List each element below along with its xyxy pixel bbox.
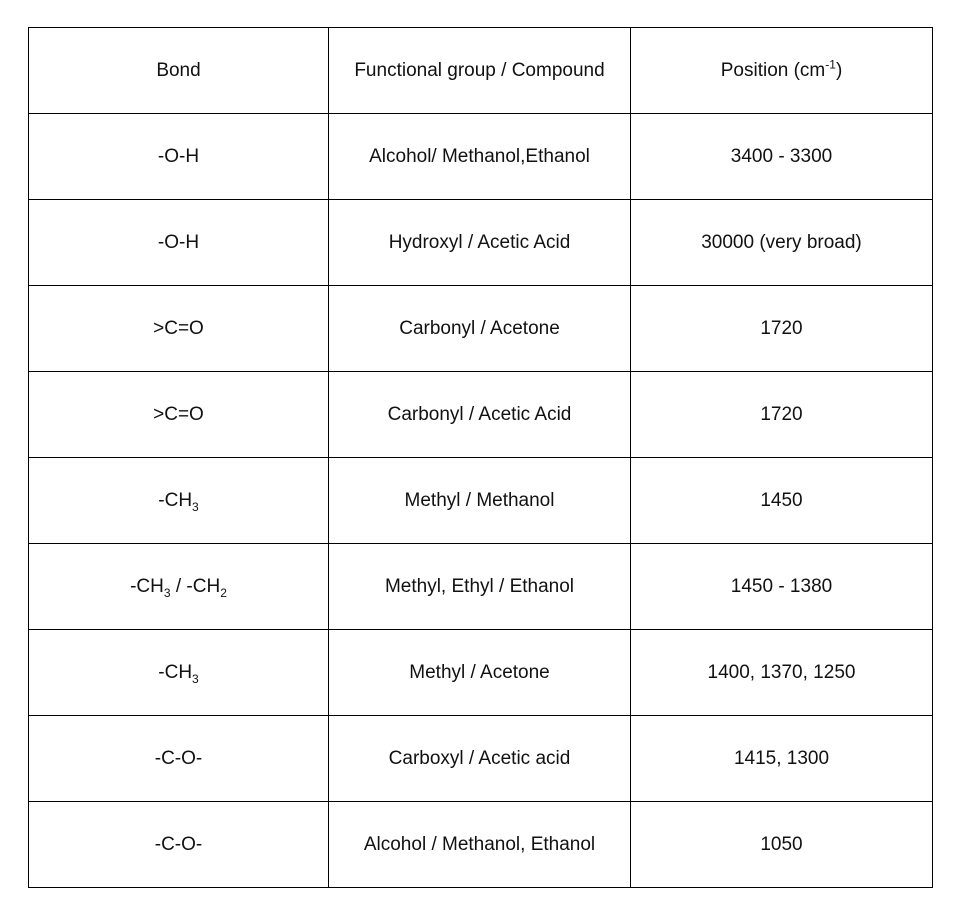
cell-position: 1450 - 1380 <box>631 544 933 630</box>
cell-position: 30000 (very broad) <box>631 200 933 286</box>
table-row <box>29 716 933 802</box>
cell-bond <box>29 372 329 458</box>
table-row <box>29 630 933 716</box>
table-body <box>29 114 933 888</box>
bond-text: -C-O- <box>154 833 203 855</box>
bond-text: >C=O <box>153 403 204 425</box>
header-position <box>631 28 933 114</box>
cell-functional-group: Alcohol/ Methanol,Ethanol <box>329 114 631 200</box>
cell-functional-group: Carboxyl / Acetic acid <box>329 716 631 802</box>
bond-text: -CH <box>158 661 193 683</box>
cell-bond <box>29 544 329 630</box>
table-row <box>29 802 933 888</box>
cell-bond <box>29 458 329 544</box>
cell-functional-group: Carbonyl / Acetone <box>329 286 631 372</box>
cell-functional-group: Methyl, Ethyl / Ethanol <box>329 544 631 630</box>
bond-text: -O-H <box>157 145 200 167</box>
bond-text: / -CH <box>170 575 221 597</box>
table-row <box>29 458 933 544</box>
table-header-row <box>29 28 933 114</box>
table-row <box>29 200 933 286</box>
cell-position: 1400, 1370, 1250 <box>631 630 933 716</box>
cell-functional-group: Hydroxyl / Acetic Acid <box>329 200 631 286</box>
header-position-close: ) <box>835 59 843 81</box>
table-row <box>29 286 933 372</box>
bond-subscript: 3 <box>163 585 171 600</box>
bond-subscript: 2 <box>220 585 227 600</box>
cell-bond <box>29 716 329 802</box>
cell-bond <box>29 802 329 888</box>
cell-position: 1720 <box>631 286 933 372</box>
bond-text: -O-H <box>157 231 200 253</box>
cell-bond <box>29 630 329 716</box>
header-position-label: Position (cm <box>720 59 826 81</box>
bond-text: >C=O <box>153 317 204 339</box>
header-bond: Bond <box>29 28 329 114</box>
bond-subscript: 3 <box>192 671 199 686</box>
header-functional-group: Functional group / Compound <box>329 28 631 114</box>
cell-position: 1415, 1300 <box>631 716 933 802</box>
cell-position: 3400 - 3300 <box>631 114 933 200</box>
cell-position: 1050 <box>631 802 933 888</box>
table-row <box>29 114 933 200</box>
header-position-superscript: -1 <box>825 57 836 72</box>
bond-subscript: 3 <box>192 499 199 514</box>
cell-functional-group: Methyl / Methanol <box>329 458 631 544</box>
cell-functional-group: Methyl / Acetone <box>329 630 631 716</box>
bond-text: -CH <box>158 489 193 511</box>
cell-bond <box>29 286 329 372</box>
cell-functional-group: Carbonyl / Acetic Acid <box>329 372 631 458</box>
table-row <box>29 372 933 458</box>
table-row <box>29 544 933 630</box>
cell-position: 1720 <box>631 372 933 458</box>
cell-functional-group: Alcohol / Methanol, Ethanol <box>329 802 631 888</box>
cell-bond <box>29 114 329 200</box>
bond-text: -CH <box>130 575 164 597</box>
cell-bond <box>29 200 329 286</box>
ir-absorption-table <box>28 27 933 888</box>
cell-position: 1450 <box>631 458 933 544</box>
bond-text: -C-O- <box>154 747 203 769</box>
